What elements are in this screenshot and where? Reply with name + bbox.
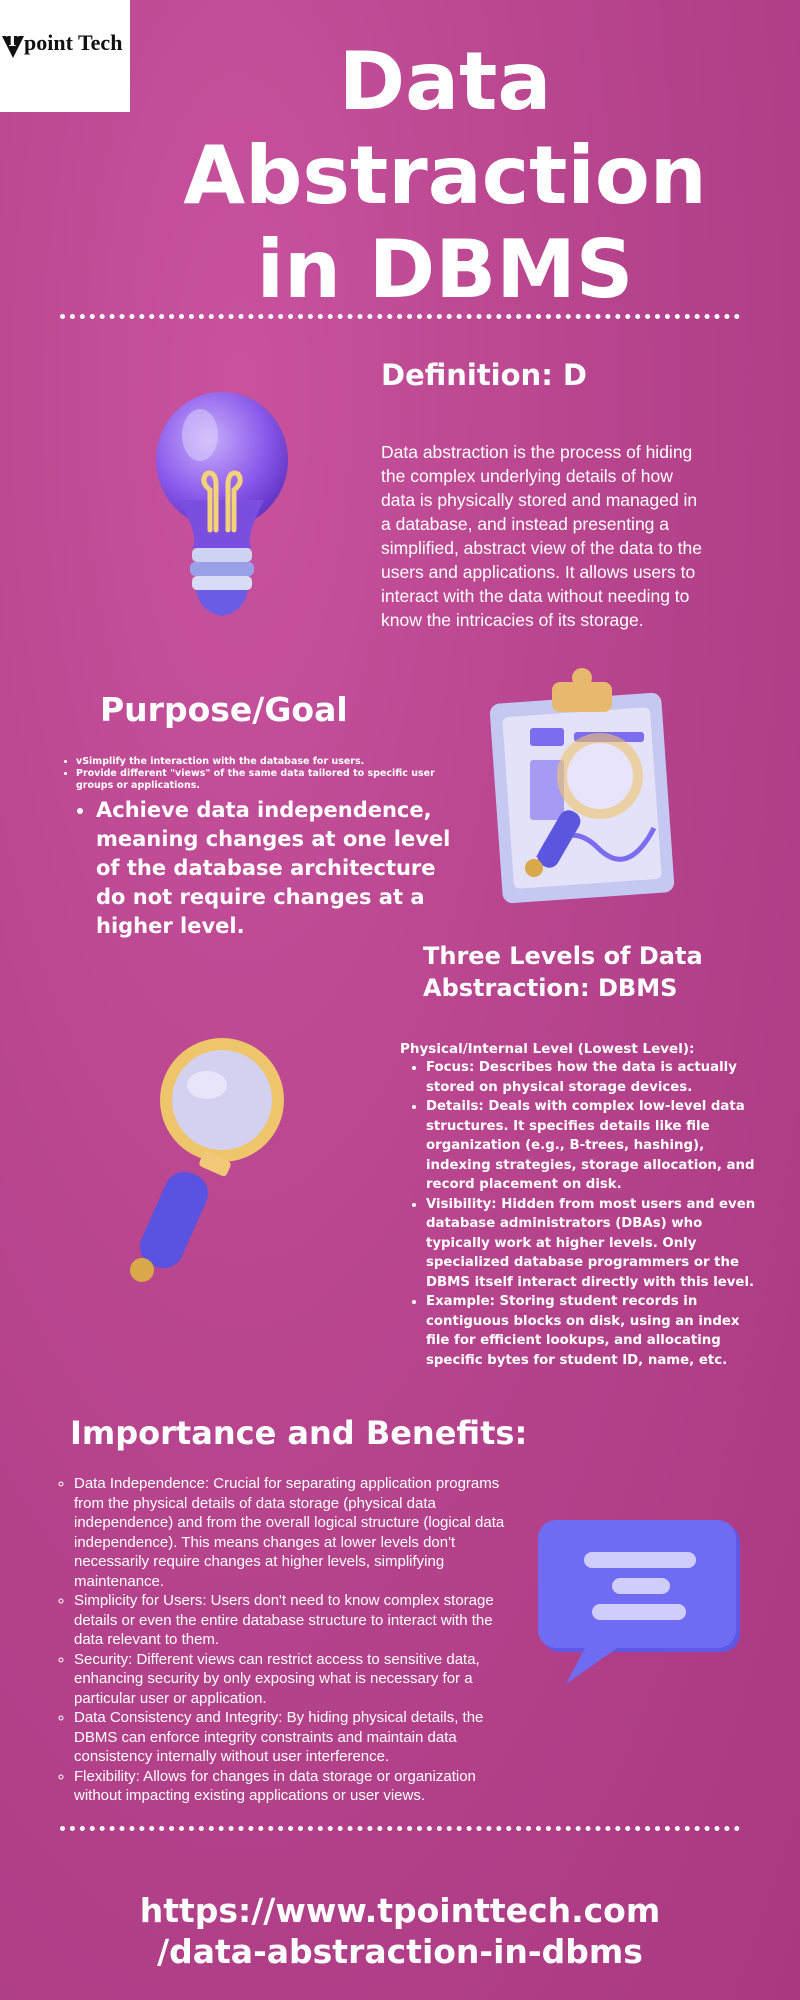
list-item: • Provide different "views" of the same data tailored to specific user groups or applications. bbox=[76, 768, 456, 792]
list-item: • Details: Deals with complex low-level data structures. It specifies details like file organization (e.g., B-trees, hashing), indexing strategies, storage allocation, and record placement on disk. bbox=[426, 1097, 766, 1195]
levels-subheading: Physical/Internal Level (Lowest Level): bbox=[400, 1041, 695, 1057]
list-item: • Focus: Describes how the data is actually stored on physical storage devices. bbox=[426, 1058, 766, 1097]
list-item: ◦ Flexibility: Allows for changes in data storage or organization without impacting existing applications or user views. bbox=[74, 1767, 524, 1806]
list-item: ◦ Data Consistency and Integrity: By hiding physical details, the DBMS can enforce integrity constraints and maintain data consistency internally without user interference. bbox=[74, 1708, 524, 1767]
page-title: Data Abstraction in DBMS bbox=[183, 35, 707, 316]
chat-bubble-icon bbox=[536, 1518, 746, 1690]
purpose-small-list bbox=[58, 756, 456, 792]
logo-mark-letter: T bbox=[6, 31, 19, 51]
clipboard-magnifier-icon bbox=[478, 668, 698, 908]
list-item: ◦ Security: Different views can restrict access to sensitive data, enhancing security by only exposing what is necessary for a particular user or application. bbox=[74, 1650, 524, 1709]
list-item: • Achieve data independence, meaning changes at one level of the database architecture do not require changes at a higher level. bbox=[96, 796, 466, 941]
list-item: • Visibility: Hidden from most users and even database administrators (DBAs) who typically work at higher levels. Only specialized database programmers or the DBMS itself interact directly with this level. bbox=[426, 1195, 766, 1293]
magnifying-glass-icon bbox=[112, 1030, 302, 1290]
source-url[interactable] bbox=[60, 1890, 740, 1972]
levels-heading: Three Levels of Data Abstraction: DBMS bbox=[423, 942, 703, 1002]
purpose-heading: Purpose/Goal bbox=[100, 690, 348, 729]
definition-body: Data abstraction is the process of hiding the complex underlying details of how data is physically stored and managed in a database, and instead presenting a simplified, abstract view of the data to the users and applications. It allows users to interact with the data without needing to know the intricacies of its storage. bbox=[381, 442, 702, 630]
list-item: ◦ Data Independence: Crucial for separating application programs from the physical details of data storage (physical data independence) and from the overall logical structure (logical data independence). This means changes at lower levels don't necessarily require changes at higher levels, simplifying maintenance. bbox=[74, 1474, 524, 1591]
lightbulb-icon bbox=[140, 390, 300, 630]
logo bbox=[0, 0, 130, 112]
importance-list bbox=[58, 1474, 524, 1806]
definition-heading: Definition: D bbox=[381, 358, 587, 392]
importance-heading: Importance and Benefits: bbox=[70, 1414, 528, 1452]
list-item: ◦ Simplicity for Users: Users don't need to know complex storage details or even the entire database structure to interact with the data relevant to them. bbox=[74, 1591, 524, 1650]
dotted-divider-top bbox=[60, 314, 740, 319]
url-line-1[interactable]: https://www.tpointtech.com bbox=[139, 1891, 661, 1930]
purpose-big-list bbox=[72, 796, 466, 941]
dotted-divider-bottom bbox=[60, 1826, 740, 1831]
list-item: • vSimplify the interaction with the database for users. bbox=[76, 756, 456, 768]
list-item: • Example: Storing student records in contiguous blocks on disk, using an index file for efficient lookups, and allocating specific bytes for student ID, name, etc. bbox=[426, 1292, 766, 1370]
levels-list bbox=[407, 1058, 766, 1370]
logo-text: point Tech bbox=[24, 30, 123, 55]
url-line-2[interactable]: /data-abstraction-in-dbms bbox=[157, 1932, 643, 1971]
